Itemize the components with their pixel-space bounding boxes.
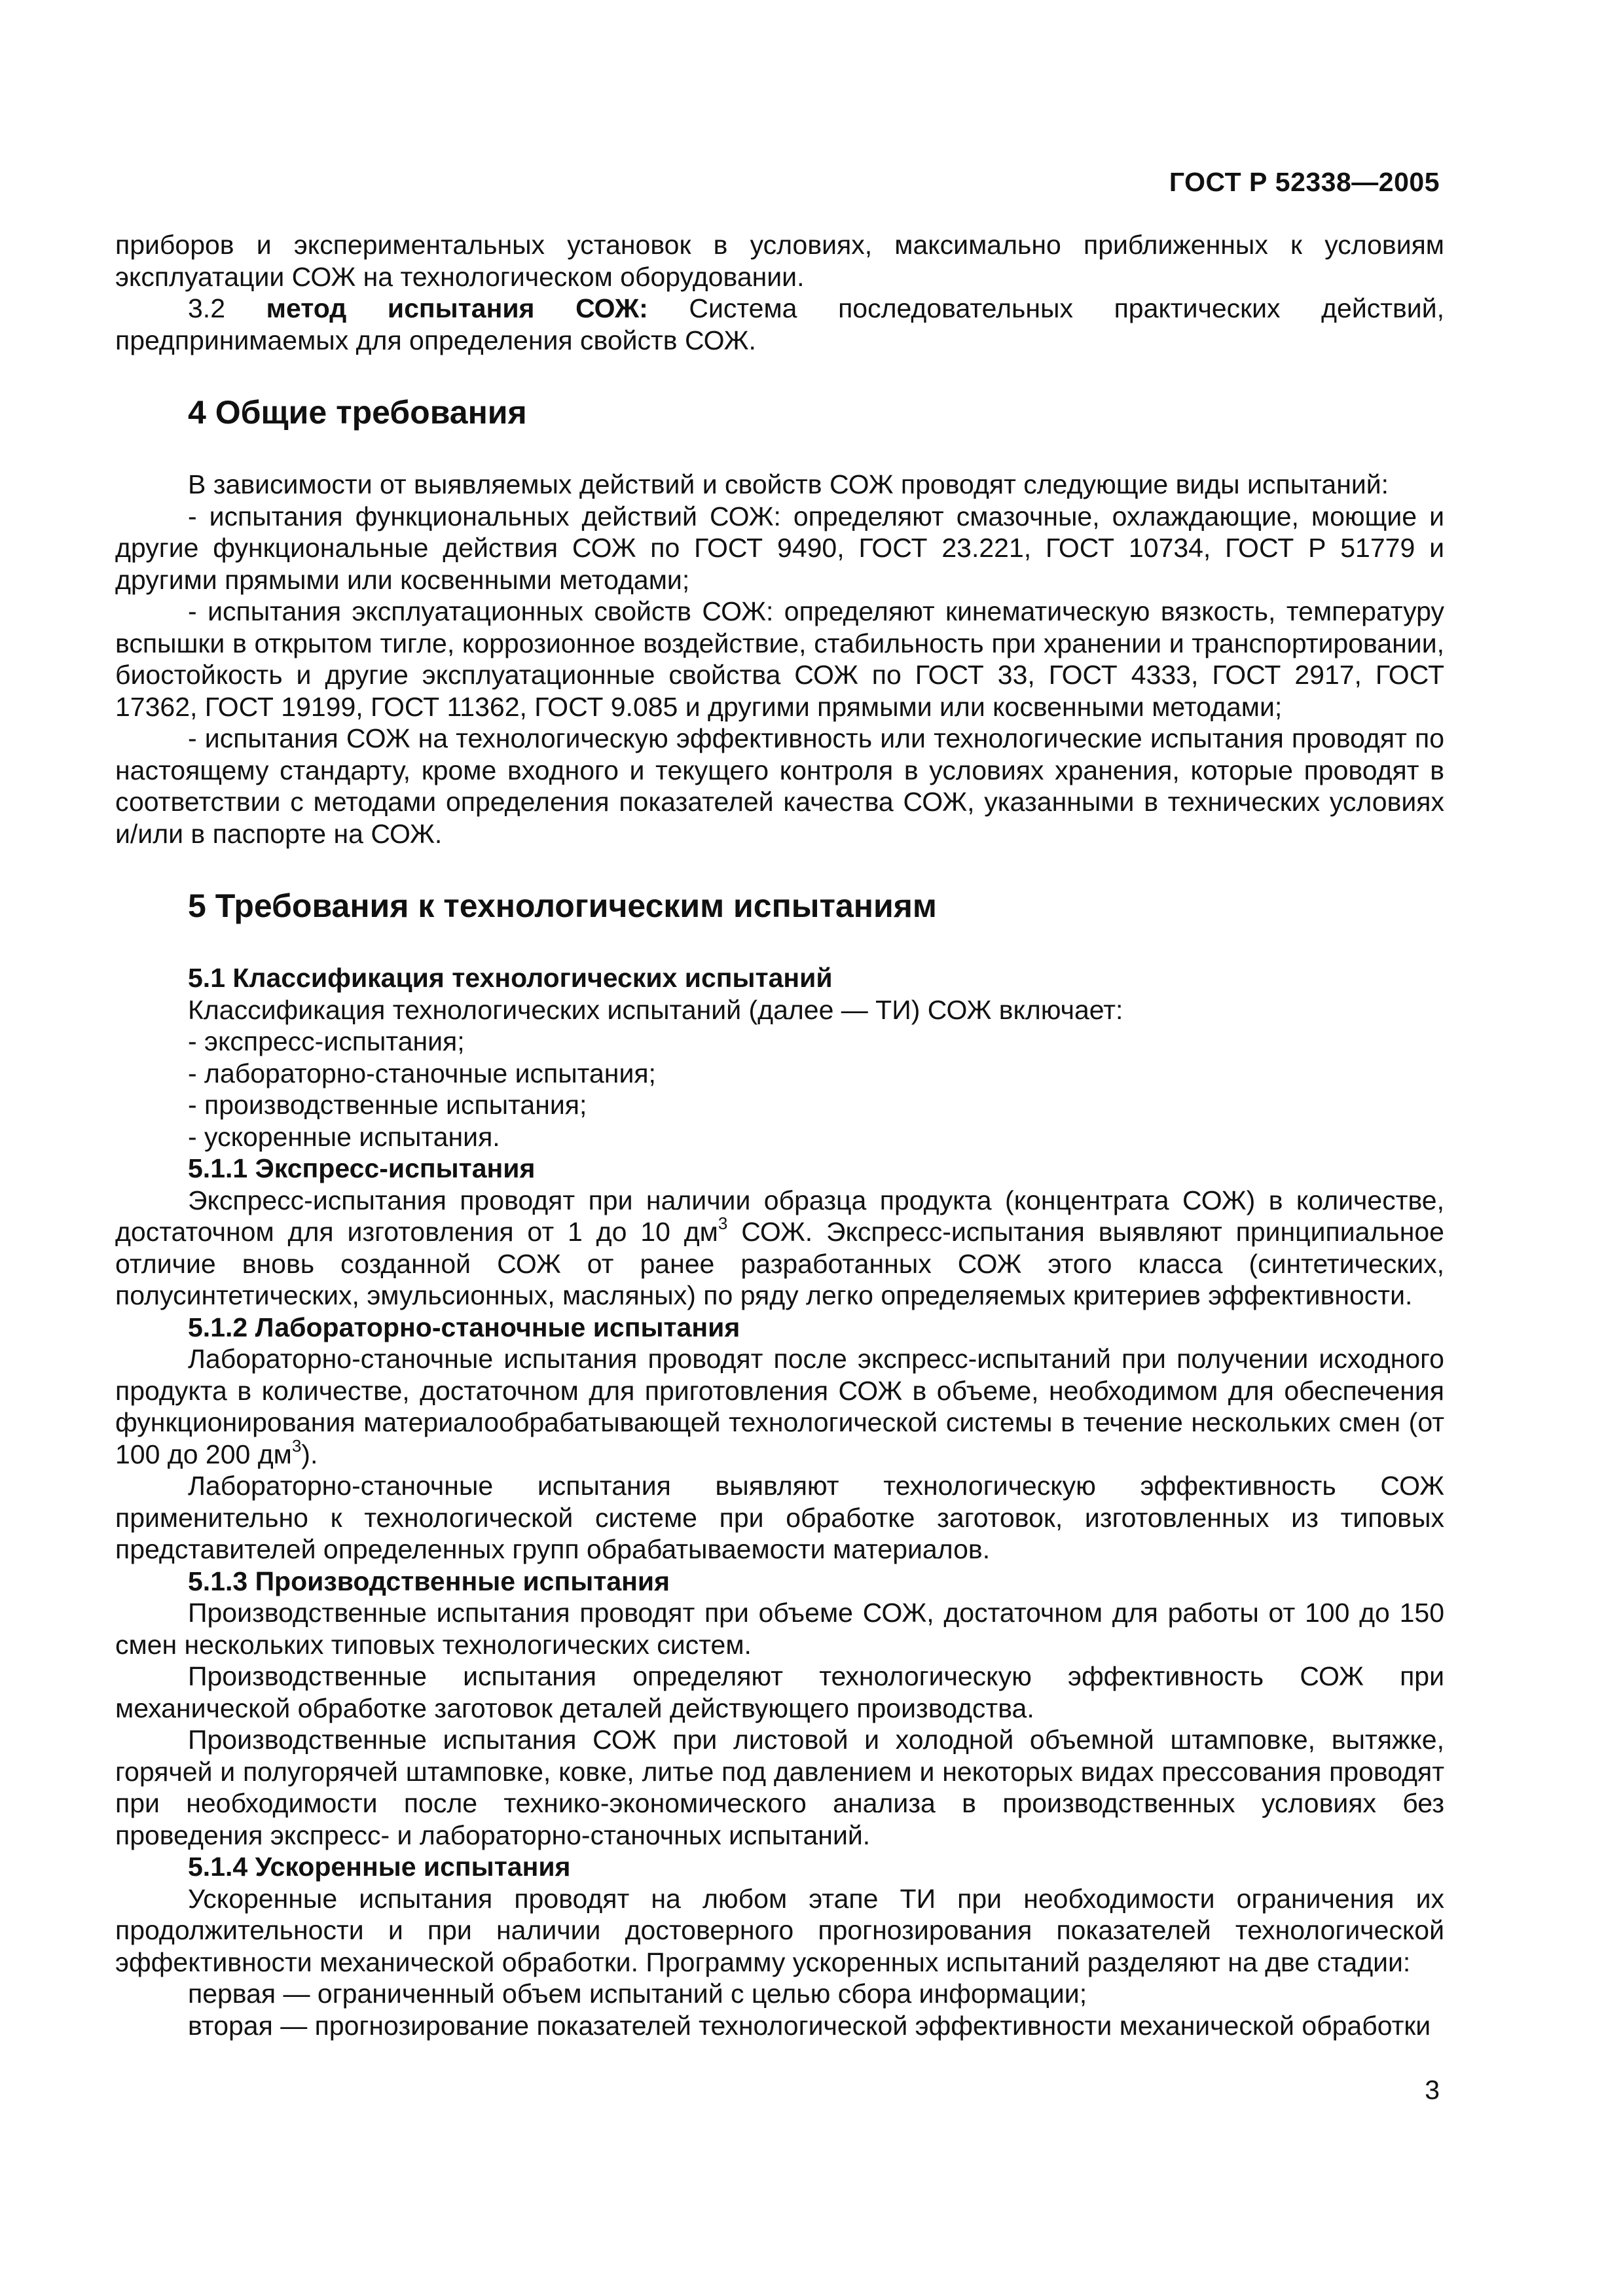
subsection-5-1-2-title: 5.1.2 Лабораторно-станочные испытания (188, 1312, 740, 1342)
subsection-5-1-4-paragraph: первая — ограниченный объем испытаний с целью сбора информации; (188, 1979, 1087, 2009)
document-header-id: ГОСТ Р 52338—2005 (1169, 167, 1440, 197)
document-body (115, 229, 1444, 2041)
section-4-paragraph: - испытания СОЖ на технологическую эффективность или технологические испытания проводят по настоящему стандарту, кроме входного и текущего контроля в условиях хранения, которые проводят в соответствии с методами определения показателей качества СОЖ, указанными в технических условиях и/или в паспорте на СОЖ. (115, 723, 1444, 849)
list-item: - экспресс-испытания; (188, 1026, 465, 1056)
definition-3-2 (115, 293, 1444, 356)
subsection-5-1-2-paragraph: Лабораторно-станочные испытания выявляют технологическую эффективность СОЖ применительно к технологической системе при обработке заготовок, изготовленных из типовых представителей определенных групп обрабатываемости материалов. (115, 1471, 1444, 1564)
section-4-title: 4 Общие требования (188, 394, 527, 431)
definition-text: Система последовательных практических действий, предпринимаемых для определения свойств СОЖ. (115, 293, 1444, 355)
text-fragment: ). (301, 1439, 318, 1469)
list-item: - производственные испытания; (188, 1090, 587, 1120)
text-fragment: Экспресс-испытания проводят при наличии образца продукта (концентрата СОЖ) в количестве, достаточном для изготовления от 1 до 10 дм (115, 1185, 1444, 1247)
subsection-5-1-3-paragraph: Производственные испытания определяют технологическую эффективность СОЖ при механической обработке заготовок деталей действующего производства. (115, 1661, 1444, 1723)
subsection-5-1-3-paragraph: Производственные испытания проводят при объеме СОЖ, достаточном для работы от 100 до 150 смен нескольких типовых технологических систем. (115, 1598, 1444, 1660)
list-item: - ускоренные испытания. (188, 1121, 500, 1152)
subsection-5-1-4-title: 5.1.4 Ускоренные испытания (188, 1852, 571, 1882)
section-4-paragraph: В зависимости от выявляемых действий и свойств СОЖ проводят следующие виды испытаний: (188, 469, 1389, 499)
list-item: - лабораторно-станочные испытания; (188, 1058, 656, 1088)
superscript: 3 (718, 1213, 728, 1234)
section-4-paragraph: - испытания эксплуатационных свойств СОЖ: определяют кинематическую вязкость, температуру вспышки в открытом тигле, коррозионное воздействие, стабильность при хранении и транспортировании, биостойкость и другие эксплуатационные свойства СОЖ по ГОСТ 33, ГОСТ 4333, ГОСТ 2917, ГОСТ 17362, ГОСТ 19199, ГОСТ 11362, ГОСТ 9.085 и другими прямыми или косвенными методами; (115, 596, 1444, 722)
subsection-5-1-2-paragraph (115, 1343, 1444, 1470)
subsection-5-1-1-paragraph (115, 1185, 1444, 1312)
text-fragment: СОЖ. Экспресс-испытания выявляют принципиальное отличие вновь созданной СОЖ от ранее разработанных СОЖ этого класса (синтетических, полусинтетических, эмульсионных, масляных) по ряду легко определяемых критериев эффективности. (115, 1217, 1444, 1310)
section-4-paragraph: - испытания функциональных действий СОЖ: определяют смазочные, охлаждающие, моющие и другие функциональные действия СОЖ по ГОСТ 9490, ГОСТ 23.221, ГОСТ 10734, ГОСТ Р 51779 и другими прямыми или косвенными методами; (115, 501, 1444, 595)
subsection-5-1-4-paragraph: вторая — прогнозирование показателей технологической эффективности механической обработки (188, 2010, 1431, 2041)
definition-number: 3.2 (188, 293, 225, 323)
subsection-5-1-1-title: 5.1.1 Экспресс-испытания (188, 1153, 536, 1183)
page-number: 3 (1425, 2075, 1440, 2105)
subsection-5-1-3-paragraph: Производственные испытания СОЖ при листовой и холодной объемной штамповке, вытяжке, горячей и полугорячей штамповке, ковке, литье под давлением и некоторых видах прессования проводят при необходимости после технико-экономического анализа в производственных условиях без проведения экспресс- и лабораторно-станочных испытаний. (115, 1725, 1444, 1850)
subsection-5-1-title: 5.1 Классификация технологических испытаний (188, 963, 833, 993)
subsection-5-1-4-paragraph: Ускоренные испытания проводят на любом этапе ТИ при необходимости ограничения их продолжительности и при наличии достоверного прогнозирования показателей технологической эффективности механической обработки. Программу ускоренных испытаний разделяют на две стадии: (115, 1883, 1444, 1977)
superscript: 3 (291, 1435, 302, 1456)
subsection-5-1-intro: Классификация технологических испытаний (далее — ТИ) СОЖ включает: (188, 994, 1123, 1025)
section-5-title: 5 Требования к технологическим испытаниям (188, 888, 937, 924)
subsection-5-1-3-title: 5.1.3 Производственные испытания (188, 1566, 670, 1596)
definition-term: метод испытания СОЖ: (266, 293, 648, 323)
intro-paragraph: приборов и экспериментальных установок в условиях, максимально приближенных к условиям эксплуатации СОЖ на технологическом оборудовании. (115, 230, 1444, 292)
text-fragment: Лабораторно-станочные испытания проводят после экспресс-испытаний при получении исходного продукта в количестве, достаточном для приготовления СОЖ в объеме, необходимом для обеспечения функционирования материалообрабатывающей технологической системы в течение нескольких смен (от 100 до 200 дм (115, 1344, 1444, 1469)
